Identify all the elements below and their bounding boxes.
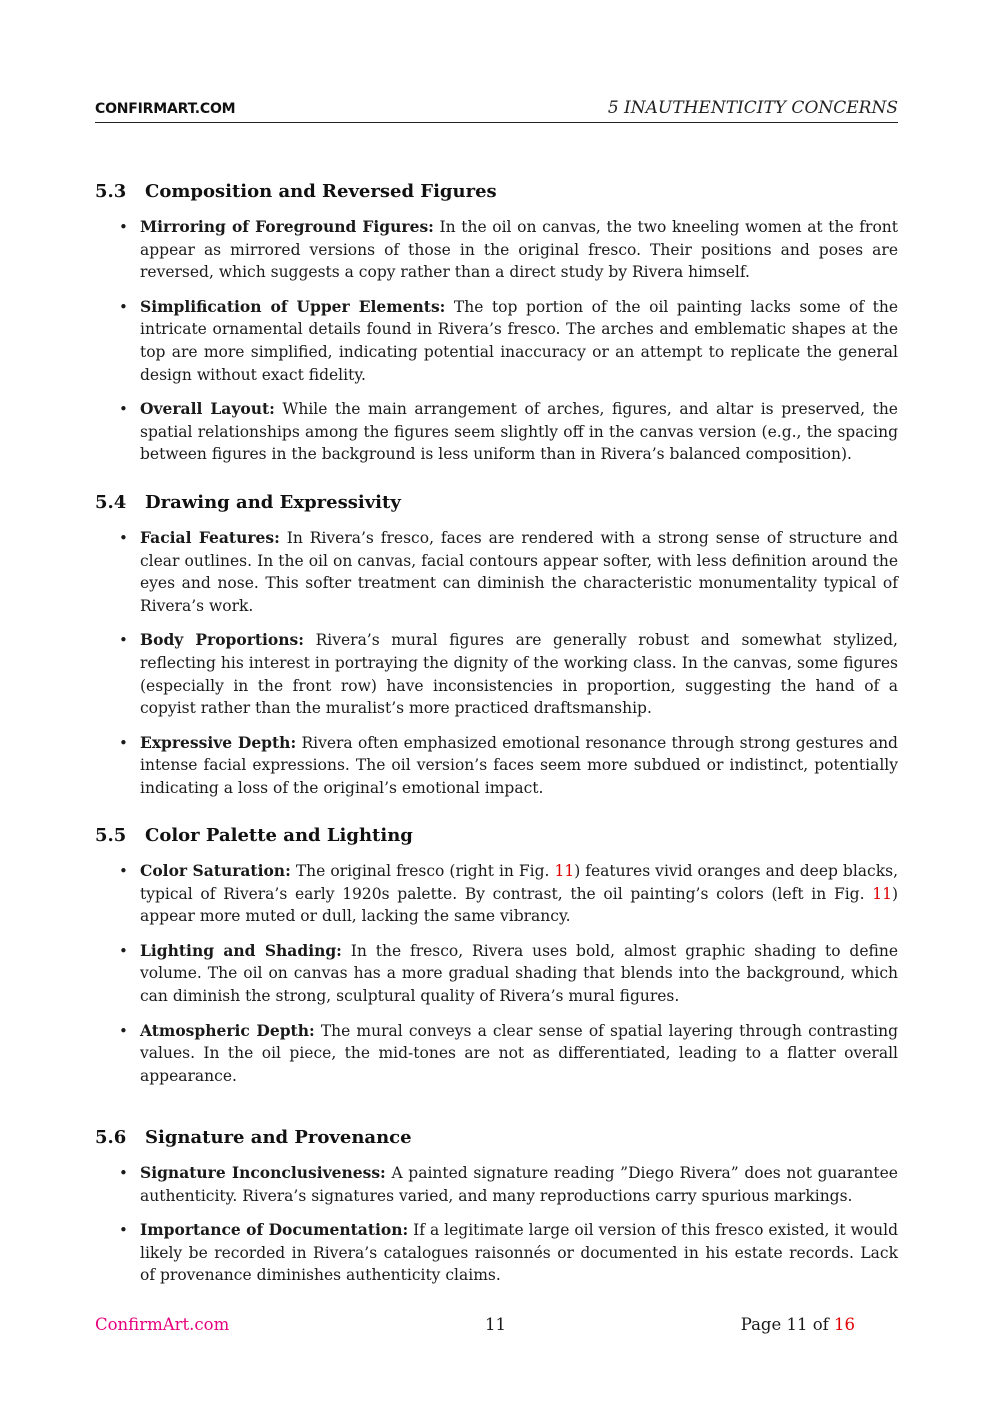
section-title: Signature and Provenance bbox=[145, 1127, 412, 1148]
section-number: 5.5 bbox=[95, 825, 127, 846]
item-text: ) features vivid oranges and deep blacks, typical of Rivera’s early 1920s palette. By contrast, the oil painting’s colors (left in Fig. bbox=[140, 862, 899, 903]
item-term: Lighting and Shading: bbox=[140, 940, 342, 960]
section-5-4 bbox=[95, 491, 898, 800]
item-term: Atmospheric Depth: bbox=[140, 1020, 315, 1040]
figure-reference-link[interactable]: 11 bbox=[872, 884, 892, 903]
section-5-3 bbox=[95, 180, 898, 466]
bullet-list bbox=[95, 527, 898, 800]
list-item bbox=[95, 629, 898, 719]
item-text: In Rivera’s fresco, faces are rendered with a strong sense of structure and clear outlines. In the oil on canvas, facial contours appear softer, with less definition around the eyes and nose. This softer treatment can diminish the characteristic monumentality typical of Rivera’s work. bbox=[140, 529, 898, 615]
bullet-list bbox=[95, 1162, 898, 1287]
item-text: Rivera often emphasized emotional resonance through strong gestures and intense facial expressions. The oil version’s faces seem more subdued or indistinct, potentially indicating a loss of the original’s emotional impact. bbox=[140, 733, 898, 797]
section-heading bbox=[95, 1126, 898, 1150]
page-header bbox=[95, 98, 898, 123]
item-text: The original fresco (right in Fig. bbox=[290, 862, 555, 880]
item-term: Expressive Depth: bbox=[140, 732, 297, 752]
item-text: ) appear more muted or dull, lacking the same vibrancy. bbox=[140, 884, 898, 926]
list-item bbox=[95, 398, 898, 466]
confirmart-logo[interactable]: CONFIRMART.COM bbox=[95, 101, 236, 117]
list-item bbox=[95, 940, 898, 1008]
list-item bbox=[95, 1020, 898, 1088]
item-text: The mural conveys a clear sense of spatial layering through contrasting values. In the oil piece, the mid-tones are not as differentiated, leading to a flatter overall appearance. bbox=[140, 1021, 898, 1085]
section-heading bbox=[95, 180, 898, 204]
item-text: The top portion of the oil painting lacks some of the intricate ornamental details found in Rivera’s fresco. The arches and emblematic shapes at the top are more simplified, indicating potential inaccuracy or an attempt to replicate the general design without exact fidelity. bbox=[140, 297, 898, 384]
page-count-label: Page 11 of bbox=[740, 1315, 834, 1334]
section-number: 5.6 bbox=[95, 1127, 127, 1148]
section-number: 5.3 bbox=[95, 181, 127, 202]
section-number: 5.4 bbox=[95, 492, 127, 513]
bullet-list bbox=[95, 860, 898, 1087]
total-pages-link[interactable]: 16 bbox=[834, 1315, 855, 1334]
list-item bbox=[95, 1162, 898, 1207]
item-term: Mirroring of Foreground Figures: bbox=[140, 217, 434, 236]
item-text: In the fresco, Rivera uses bold, almost graphic shading to define volume. The oil on canvas has a more gradual shading that blends into the background, which can diminish the strong, sculptural quality of Rivera’s mural figures. bbox=[140, 941, 898, 1005]
list-item bbox=[95, 1219, 898, 1287]
list-item bbox=[95, 216, 898, 284]
list-item bbox=[95, 296, 898, 386]
item-text: In the oil on canvas, the two kneeling women at the front appear as mirrored versions of those in the original fresco. Their positions and poses are reversed, which suggests a copy rather than a direct study by Rivera himself. bbox=[140, 218, 898, 282]
section-heading bbox=[95, 491, 898, 515]
section-title: Color Palette and Lighting bbox=[145, 825, 413, 846]
list-item bbox=[95, 732, 898, 800]
item-term: Simplification of Upper Elements: bbox=[140, 296, 446, 316]
item-term: Importance of Documentation: bbox=[140, 1220, 409, 1240]
item-text: Rivera’s mural figures are generally robust and somewhat stylized, reflecting his interest in portraying the dignity of the working class. In the canvas, some figures (especially in the front row) have inconsistencies in proportion, suggesting the hand of a copyist rather than the muralist’s more practiced draftsmanship. bbox=[140, 631, 898, 718]
section-heading bbox=[95, 824, 898, 848]
figure-reference-link[interactable]: 11 bbox=[554, 862, 575, 880]
page-footer bbox=[95, 1315, 855, 1339]
item-term: Overall Layout: bbox=[140, 399, 275, 419]
section-5-6 bbox=[95, 1126, 898, 1287]
section-title: Drawing and Expressivity bbox=[145, 492, 401, 513]
page-count bbox=[741, 1315, 855, 1334]
site-link[interactable]: ConfirmArt.com bbox=[95, 1315, 230, 1334]
running-head: 5 INAUTHENTICITY CONCERNS bbox=[607, 98, 898, 118]
item-text: A painted signature reading ”Diego Rivera” does not guarantee authenticity. Rivera’s signatures varied, and many reproductions carry spurious markings. bbox=[140, 1164, 898, 1205]
item-term: Color Saturation: bbox=[140, 861, 291, 880]
list-item bbox=[95, 860, 898, 928]
item-text: While the main arrangement of arches, figures, and altar is preserved, the spatial relationships among the figures seem slightly off in the canvas version (e.g., the spacing between figures in the background is less uniform than in Rivera’s balanced composition). bbox=[140, 400, 898, 464]
page-number: 11 bbox=[485, 1315, 506, 1334]
item-term: Facial Features: bbox=[140, 528, 280, 547]
section-title: Composition and Reversed Figures bbox=[145, 181, 497, 202]
list-item bbox=[95, 527, 898, 617]
section-5-5 bbox=[95, 824, 898, 1087]
bullet-list bbox=[95, 216, 898, 466]
item-term: Signature Inconclusiveness: bbox=[140, 1163, 386, 1182]
item-term: Body Proportions: bbox=[140, 630, 304, 650]
item-text: If a legitimate large oil version of this fresco existed, it would likely be recorded in Rivera’s catalogues raisonnés or documented in his estate records. Lack of provenance diminishes authenticity claims. bbox=[140, 1221, 898, 1285]
